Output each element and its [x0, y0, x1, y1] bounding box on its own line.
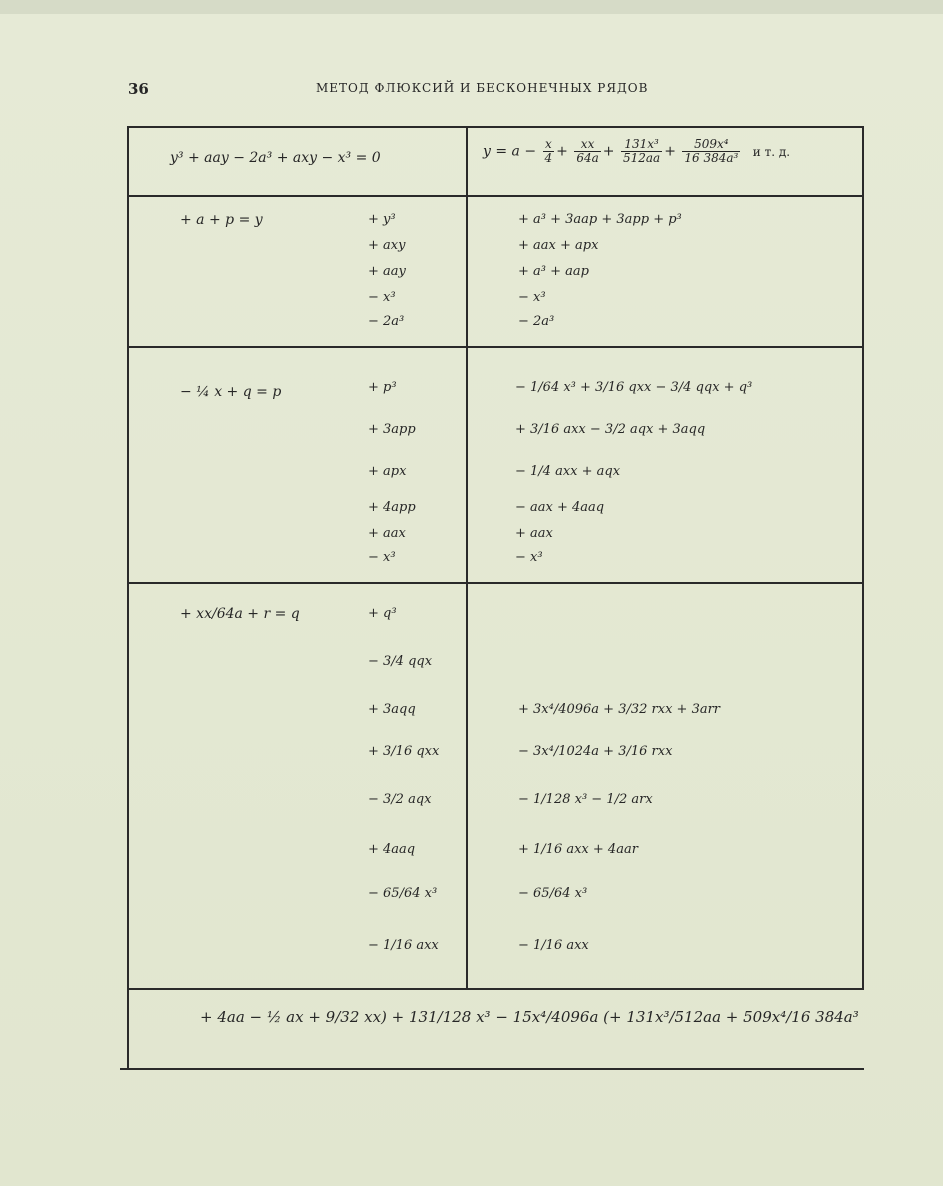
block1-right-line: − x³	[518, 290, 546, 305]
block1-mid-line: + aay	[368, 264, 406, 279]
block1-right-line: + a³ + 3aap + 3app + p³	[518, 212, 682, 227]
header-series: y = a − $\frac{x}{4}$ + $\frac{xx}{64a}$ + $\frac{\text{131x³}}{512aa}$ + $\frac{\text{509x⁴}}{\text{16 384a³}}$ и т. д.	[483, 137, 791, 165]
series-term-2: $\frac{xx}{64a}$	[576, 137, 599, 165]
table-right-border	[862, 126, 864, 988]
table-middle-divider	[466, 126, 468, 988]
block2-right-line: − 1/64 x³ + 3/16 qxx − 3/4 qqx + q³	[515, 380, 753, 395]
block1-right-line: − 2a³	[518, 314, 555, 329]
block2-right-line: − x³	[515, 550, 543, 565]
block1-right-line: + aax + apx	[518, 238, 599, 253]
block1-bottom-rule	[127, 346, 864, 348]
block3-mid-line: − 65/64 x³	[368, 886, 438, 901]
page-number: 36	[128, 80, 149, 98]
block2-mid-line: + 3app	[368, 422, 416, 437]
series-etc: и т. д.	[752, 144, 791, 159]
block2-mid-line: + apx	[368, 464, 407, 479]
series-term-3: $\frac{\text{131x³}}{512aa}$	[622, 137, 661, 165]
series-lead: y = a −	[483, 143, 537, 160]
block2-substitution: − ¼ x + q = p	[180, 384, 282, 400]
block1-substitution: + a + p = y	[180, 212, 263, 228]
block3-right-line: − 65/64 x³	[518, 886, 588, 901]
block3-mid-line: + 4aaq	[368, 842, 416, 857]
block2-mid-line: + 4app	[368, 500, 416, 515]
table-bottom-rule	[120, 1068, 864, 1070]
block2-right-line: + aax	[515, 526, 553, 541]
series-term-1: $\frac{x}{4}$	[544, 137, 553, 165]
block1-right-line: + a³ + aap	[518, 264, 589, 279]
block3-right-line: + 3x⁴/4096a + 3/32 rxx + 3arr	[518, 702, 721, 717]
block3-mid-line: + q³	[368, 606, 397, 621]
block2-right-line: − aax + 4aaq	[515, 500, 605, 515]
block2-right-line: − 1/4 axx + aqx	[515, 464, 621, 479]
block2-bottom-rule	[127, 582, 864, 584]
block3-right-line: − 3x⁴/1024a + 3/16 rxx	[518, 744, 673, 759]
table-top-rule	[127, 126, 864, 128]
final-sum: + 4aa − ½ ax + 9/32 xx) + 131/128 x³ − 15x⁴/4096a (+ 131x³/512aa + 509x⁴/16 384a³	[200, 1008, 859, 1026]
block3-substitution: + xx/64a + r = q	[180, 606, 300, 622]
block2-mid-line: − x³	[368, 550, 396, 565]
page-top-edge	[0, 0, 943, 14]
block3-right-line: − 1/128 x³ − 1/2 arx	[518, 792, 653, 807]
block3-mid-line: − 1/16 axx	[368, 938, 439, 953]
header-bottom-rule	[127, 195, 864, 197]
block2-mid-line: + p³	[368, 380, 397, 395]
block3-mid-line: − 3/4 qqx	[368, 654, 433, 669]
block1-mid-line: + y³	[368, 212, 396, 227]
table-left-border	[127, 126, 129, 1068]
block3-mid-line: + 3/16 qxx	[368, 744, 440, 759]
header-equation: y³ + aay − 2a³ + axy − x³ = 0	[170, 150, 381, 166]
block2-mid-line: + aax	[368, 526, 406, 541]
block2-right-line: + 3/16 axx − 3/2 aqx + 3aqq	[515, 422, 706, 437]
block1-mid-line: − x³	[368, 290, 396, 305]
block3-mid-line: + 3aqq	[368, 702, 416, 717]
block3-bottom-rule	[127, 988, 864, 990]
block3-mid-line: − 3/2 aqx	[368, 792, 432, 807]
block3-right-line: − 1/16 axx	[518, 938, 589, 953]
block1-mid-line: − 2a³	[368, 314, 405, 329]
block3-right-line: + 1/16 axx + 4aar	[518, 842, 638, 857]
block1-mid-line: + axy	[368, 238, 406, 253]
series-term-4: $\frac{\text{509x⁴}}{\text{16 384a³}}$	[684, 137, 739, 165]
running-title: МЕТОД ФЛЮКСИЙ И БЕСКОНЕЧНЫХ РЯДОВ	[316, 81, 649, 95]
